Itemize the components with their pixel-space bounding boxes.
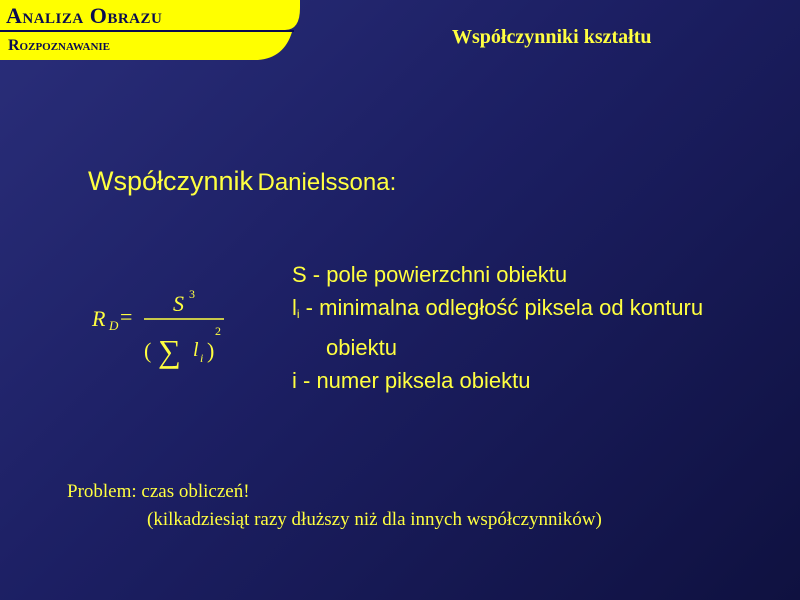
formula-sum-var-sub: i [200, 351, 204, 365]
heading-word: Współczynnik [88, 166, 254, 196]
formula-equals: = [120, 304, 133, 329]
problem-line: Problem: czas obliczeń! [67, 481, 250, 502]
definition-l-var: l [292, 295, 297, 320]
section-label: Rozpoznawanie [8, 37, 111, 54]
formula-denominator-exp: 2 [215, 324, 221, 338]
coefficient-heading [88, 166, 396, 197]
slide-title: Współczynniki kształtu [452, 26, 652, 48]
formula-numerator: S [173, 291, 184, 316]
definitions-list [292, 258, 703, 397]
formula-lhs-subscript: D [109, 318, 119, 333]
heading-name: Danielssona: [257, 169, 397, 196]
definition-i: i - numer piksela obiektu [292, 368, 531, 393]
formula-numerator-exp: 3 [189, 287, 195, 301]
app-title: Analiza Obrazu [6, 3, 163, 28]
definition-l-text: - minimalna odległość piksela od konturu [299, 295, 704, 320]
formula-open-paren: ( [144, 338, 152, 363]
danielsson-formula [88, 278, 238, 378]
definition-l-continued: obiektu [326, 335, 397, 360]
formula-sum-var: l [193, 339, 199, 361]
formula-sum-symbol: ∑ [158, 333, 181, 369]
problem-detail: (kilkadziesiąt razy dłuższy niż dla innych współczynników) [147, 509, 602, 530]
definition-l [292, 291, 703, 331]
formula-close-paren: ) [207, 338, 215, 363]
definition-s: S - pole powierzchni obiektu [292, 262, 568, 287]
formula-svg [88, 278, 238, 378]
formula-lhs: R [92, 306, 106, 331]
header-badge [0, 0, 300, 62]
problem-note [67, 478, 602, 534]
definition-l-sub: i [296, 307, 300, 321]
